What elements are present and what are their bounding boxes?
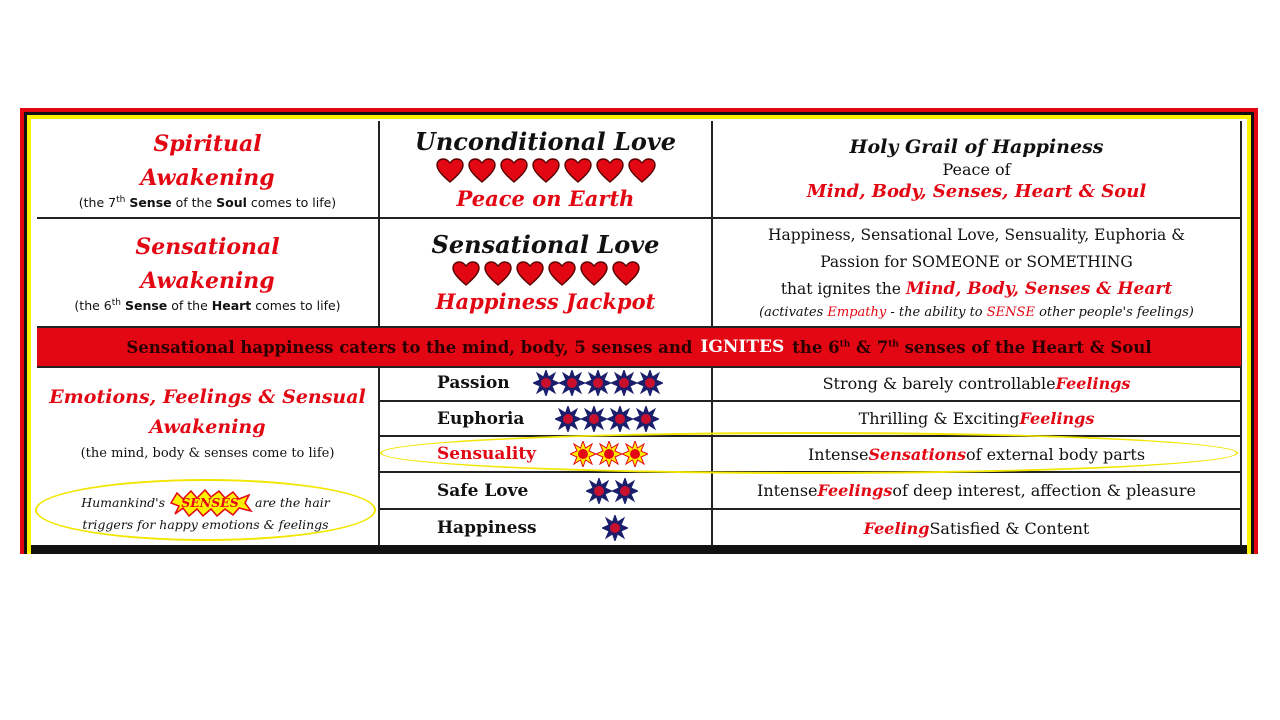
level-label: Sensuality (437, 444, 537, 464)
heart-icon (452, 261, 480, 287)
senses-burst (167, 489, 253, 517)
burst-icon (637, 370, 663, 396)
heart-icon (436, 158, 464, 184)
heart-icon (596, 158, 624, 184)
bottom-bar (31, 545, 1247, 554)
description-line: Passion for SOMEONE or SOMETHING (820, 252, 1133, 271)
sensational-title: Sensational (135, 234, 280, 261)
senses-note (37, 481, 374, 539)
burst-icon (586, 478, 612, 504)
burst-icon (602, 515, 628, 541)
happiness-jackpot-title: Happiness Jackpot (435, 289, 656, 314)
unconditional-love-title: Unconditional Love (414, 127, 677, 156)
level-label: Passion (437, 373, 510, 393)
peace-on-earth-title: Peace on Earth (456, 186, 635, 211)
senses-word: SENSES (181, 495, 239, 510)
level-bursts (533, 366, 693, 400)
sensational-awakening-title: Awakening (140, 268, 275, 295)
spiritual-title: Spiritual (153, 131, 262, 158)
emotions-title: Emotions, Feelings & Sensual (49, 386, 366, 408)
mind-body-senses-text: Mind, Body, Senses, Heart & Soul (806, 181, 1147, 202)
sensuality-oval (380, 432, 1238, 474)
burst-icon (607, 406, 633, 432)
burst-icon (533, 370, 559, 396)
sensational-awakening-cell (37, 219, 378, 325)
emotions-subtitle: (the mind, body & senses come to life) (80, 446, 335, 461)
heart-icon (532, 158, 560, 184)
level-label: Happiness (437, 518, 537, 538)
heart-icon (628, 158, 656, 184)
ignites-banner (37, 326, 1241, 368)
burst-icon (559, 370, 585, 396)
holy-grail-title: Holy Grail of Happiness (849, 136, 1104, 158)
banner-text-end: the 6th & 7th senses of the Heart & Soul (792, 337, 1152, 357)
burst-icon (555, 406, 581, 432)
level-description: Thrilling & Exciting Feelings (858, 409, 1095, 428)
burst-icon (612, 478, 638, 504)
sensational-subtitle: (the 6th Sense of the Heart comes to life) (74, 298, 341, 314)
heart-icon (484, 261, 512, 287)
burst-icon (581, 406, 607, 432)
banner-text: Sensational happiness caters to the mind, body, 5 senses and (126, 337, 693, 357)
level-label: Safe Love (437, 480, 529, 501)
level-description: Feeling Satisfied & Content (863, 518, 1090, 538)
heart-icon (564, 158, 592, 184)
spiritual-awakening-title: Awakening (140, 165, 275, 192)
spiritual-subtitle: (the 7th Sense of the Soul comes to life) (78, 195, 337, 211)
level-label: Euphoria (437, 408, 525, 429)
holy-grail-cell (713, 121, 1240, 217)
emotions-awakening-cell (37, 366, 378, 478)
spiritual-awakening-cell (37, 121, 378, 217)
level-description: Intense Feelings of deep interest, affection & pleasure (757, 481, 1196, 500)
heart-icon (516, 261, 544, 287)
description-line: that ignites the Mind, Body, Senses & Heart (780, 278, 1173, 299)
heart-icon (468, 158, 496, 184)
grid-line (378, 366, 380, 546)
emotions-awakening-title: Awakening (149, 416, 266, 438)
unconditional-love-cell (380, 121, 711, 217)
sensational-love-title: Sensational Love (431, 230, 660, 259)
hearts-row (436, 158, 656, 184)
empathy-line: (activates Empathy - the ability to SENSE other people's feelings) (759, 304, 1194, 320)
heart-icon (612, 261, 640, 287)
sensational-love-cell (380, 219, 711, 325)
peace-of-text: Peace of (942, 160, 1011, 179)
burst-icon (611, 370, 637, 396)
burst-icon (585, 370, 611, 396)
level-description: Intense Sensations of external body parts (807, 444, 1146, 464)
heart-icon (500, 158, 528, 184)
heart-icon (580, 261, 608, 287)
level-bursts (555, 402, 715, 435)
level-description: Strong & barely controllable Feelings (822, 373, 1131, 393)
senses-note-line1: Humankind's SENSES are the hair (81, 489, 330, 517)
heart-icon (548, 261, 576, 287)
description-line: Happiness, Sensational Love, Sensuality, Euphoria & (768, 225, 1185, 244)
banner-ignites: IGNITES (700, 337, 785, 357)
sensational-description-cell (713, 219, 1240, 325)
hearts-row (452, 261, 640, 287)
burst-icon (633, 406, 659, 432)
senses-note-line2: triggers for happy emotions & feelings (82, 516, 329, 532)
